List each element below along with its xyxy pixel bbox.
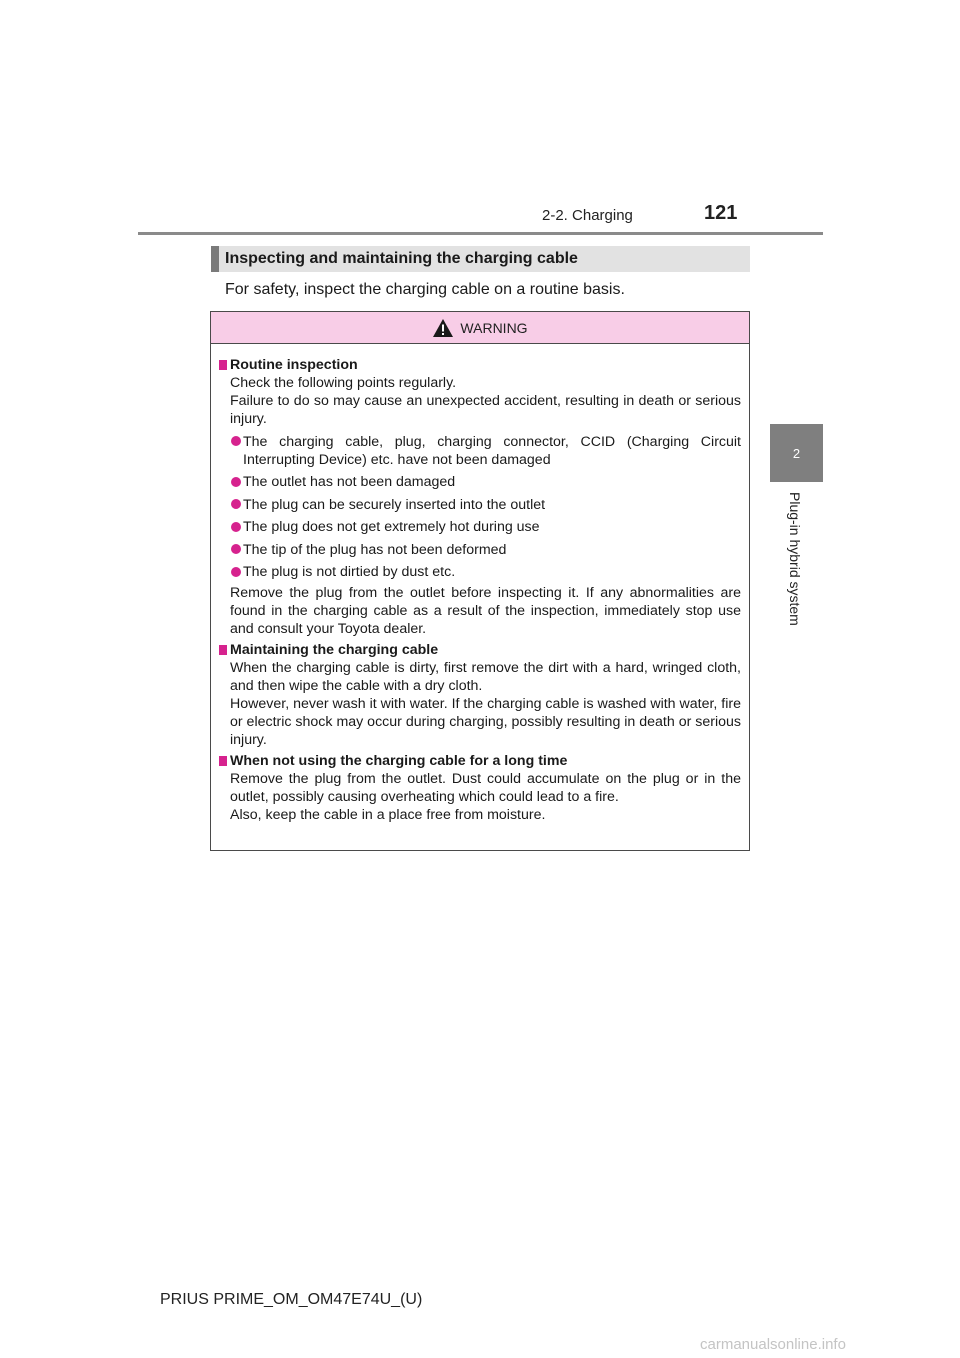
bullet-dot-icon: [231, 567, 241, 577]
footer-doc-id: PRIUS PRIME_OM_OM47E74U_(U): [160, 1291, 423, 1308]
warning-body: [211, 344, 749, 824]
bullet-dot-icon: [231, 522, 241, 532]
list-item: The charging cable, plug, charging connector, CCID (Charging Circuit Interrupting Device) etc. have not been damaged: [219, 433, 741, 469]
warning-header: [211, 312, 749, 344]
subheading-not-using: When not using the charging cable for a long time: [219, 752, 741, 770]
page-number: 121: [704, 202, 738, 224]
list-item: The plug does not get extremely hot during use: [219, 518, 741, 536]
chapter-tab-label: Plug-in hybrid system: [787, 492, 803, 626]
bullet-dot-icon: [231, 436, 241, 446]
paragraph: Remove the plug from the outlet. Dust could accumulate on the plug or in the outlet, possibly causing overheating which could lead to a fire.: [230, 771, 741, 805]
bullet-dot-icon: [231, 544, 241, 554]
square-bullet-icon: [219, 360, 227, 370]
warning-triangle-icon: [432, 318, 454, 338]
list-item: The tip of the plug has not been deformed: [219, 541, 741, 559]
bullet-dot-icon: [231, 477, 241, 487]
bullet-dot-icon: [231, 499, 241, 509]
paragraph: Also, keep the cable in a place free from moisture.: [230, 807, 546, 823]
chapter-tab: 2: [770, 424, 823, 482]
subheading-maintaining: Maintaining the charging cable: [219, 641, 741, 659]
section-header: 2-2. Charging: [542, 207, 633, 224]
warning-title: WARNING: [460, 319, 528, 336]
paragraph: However, never wash it with water. If the charging cable is washed with water, fire or electric shock may occur during charging, possibly resulting in death or serious injury.: [230, 696, 741, 748]
list-item: The plug is not dirtied by dust etc.: [219, 563, 741, 581]
paragraph: When the charging cable is dirty, first remove the dirt with a hard, wringed cloth, and then wipe the cable with a dry cloth.: [230, 660, 741, 694]
warning-box: [210, 311, 750, 851]
subheading-routine-inspection: Routine inspection: [219, 356, 741, 374]
paragraph: Remove the plug from the outlet before inspecting it. If any abnormalities are found in the charging cable as a result of the inspection, immediately stop use and consult your Toyota dealer.: [230, 585, 741, 637]
list-item: The plug can be securely inserted into the outlet: [219, 496, 741, 514]
header-divider: [138, 232, 823, 235]
watermark: carmanualsonline.info: [700, 1336, 846, 1353]
section-title: Inspecting and maintaining the charging cable: [211, 246, 750, 272]
paragraph: Check the following points regularly.: [230, 375, 457, 391]
intro-paragraph: For safety, inspect the charging cable on a routine basis.: [225, 281, 625, 298]
list-item: The outlet has not been damaged: [219, 473, 741, 491]
paragraph: Failure to do so may cause an unexpected accident, resulting in death or serious injury.: [230, 393, 741, 427]
square-bullet-icon: [219, 756, 227, 766]
square-bullet-icon: [219, 645, 227, 655]
